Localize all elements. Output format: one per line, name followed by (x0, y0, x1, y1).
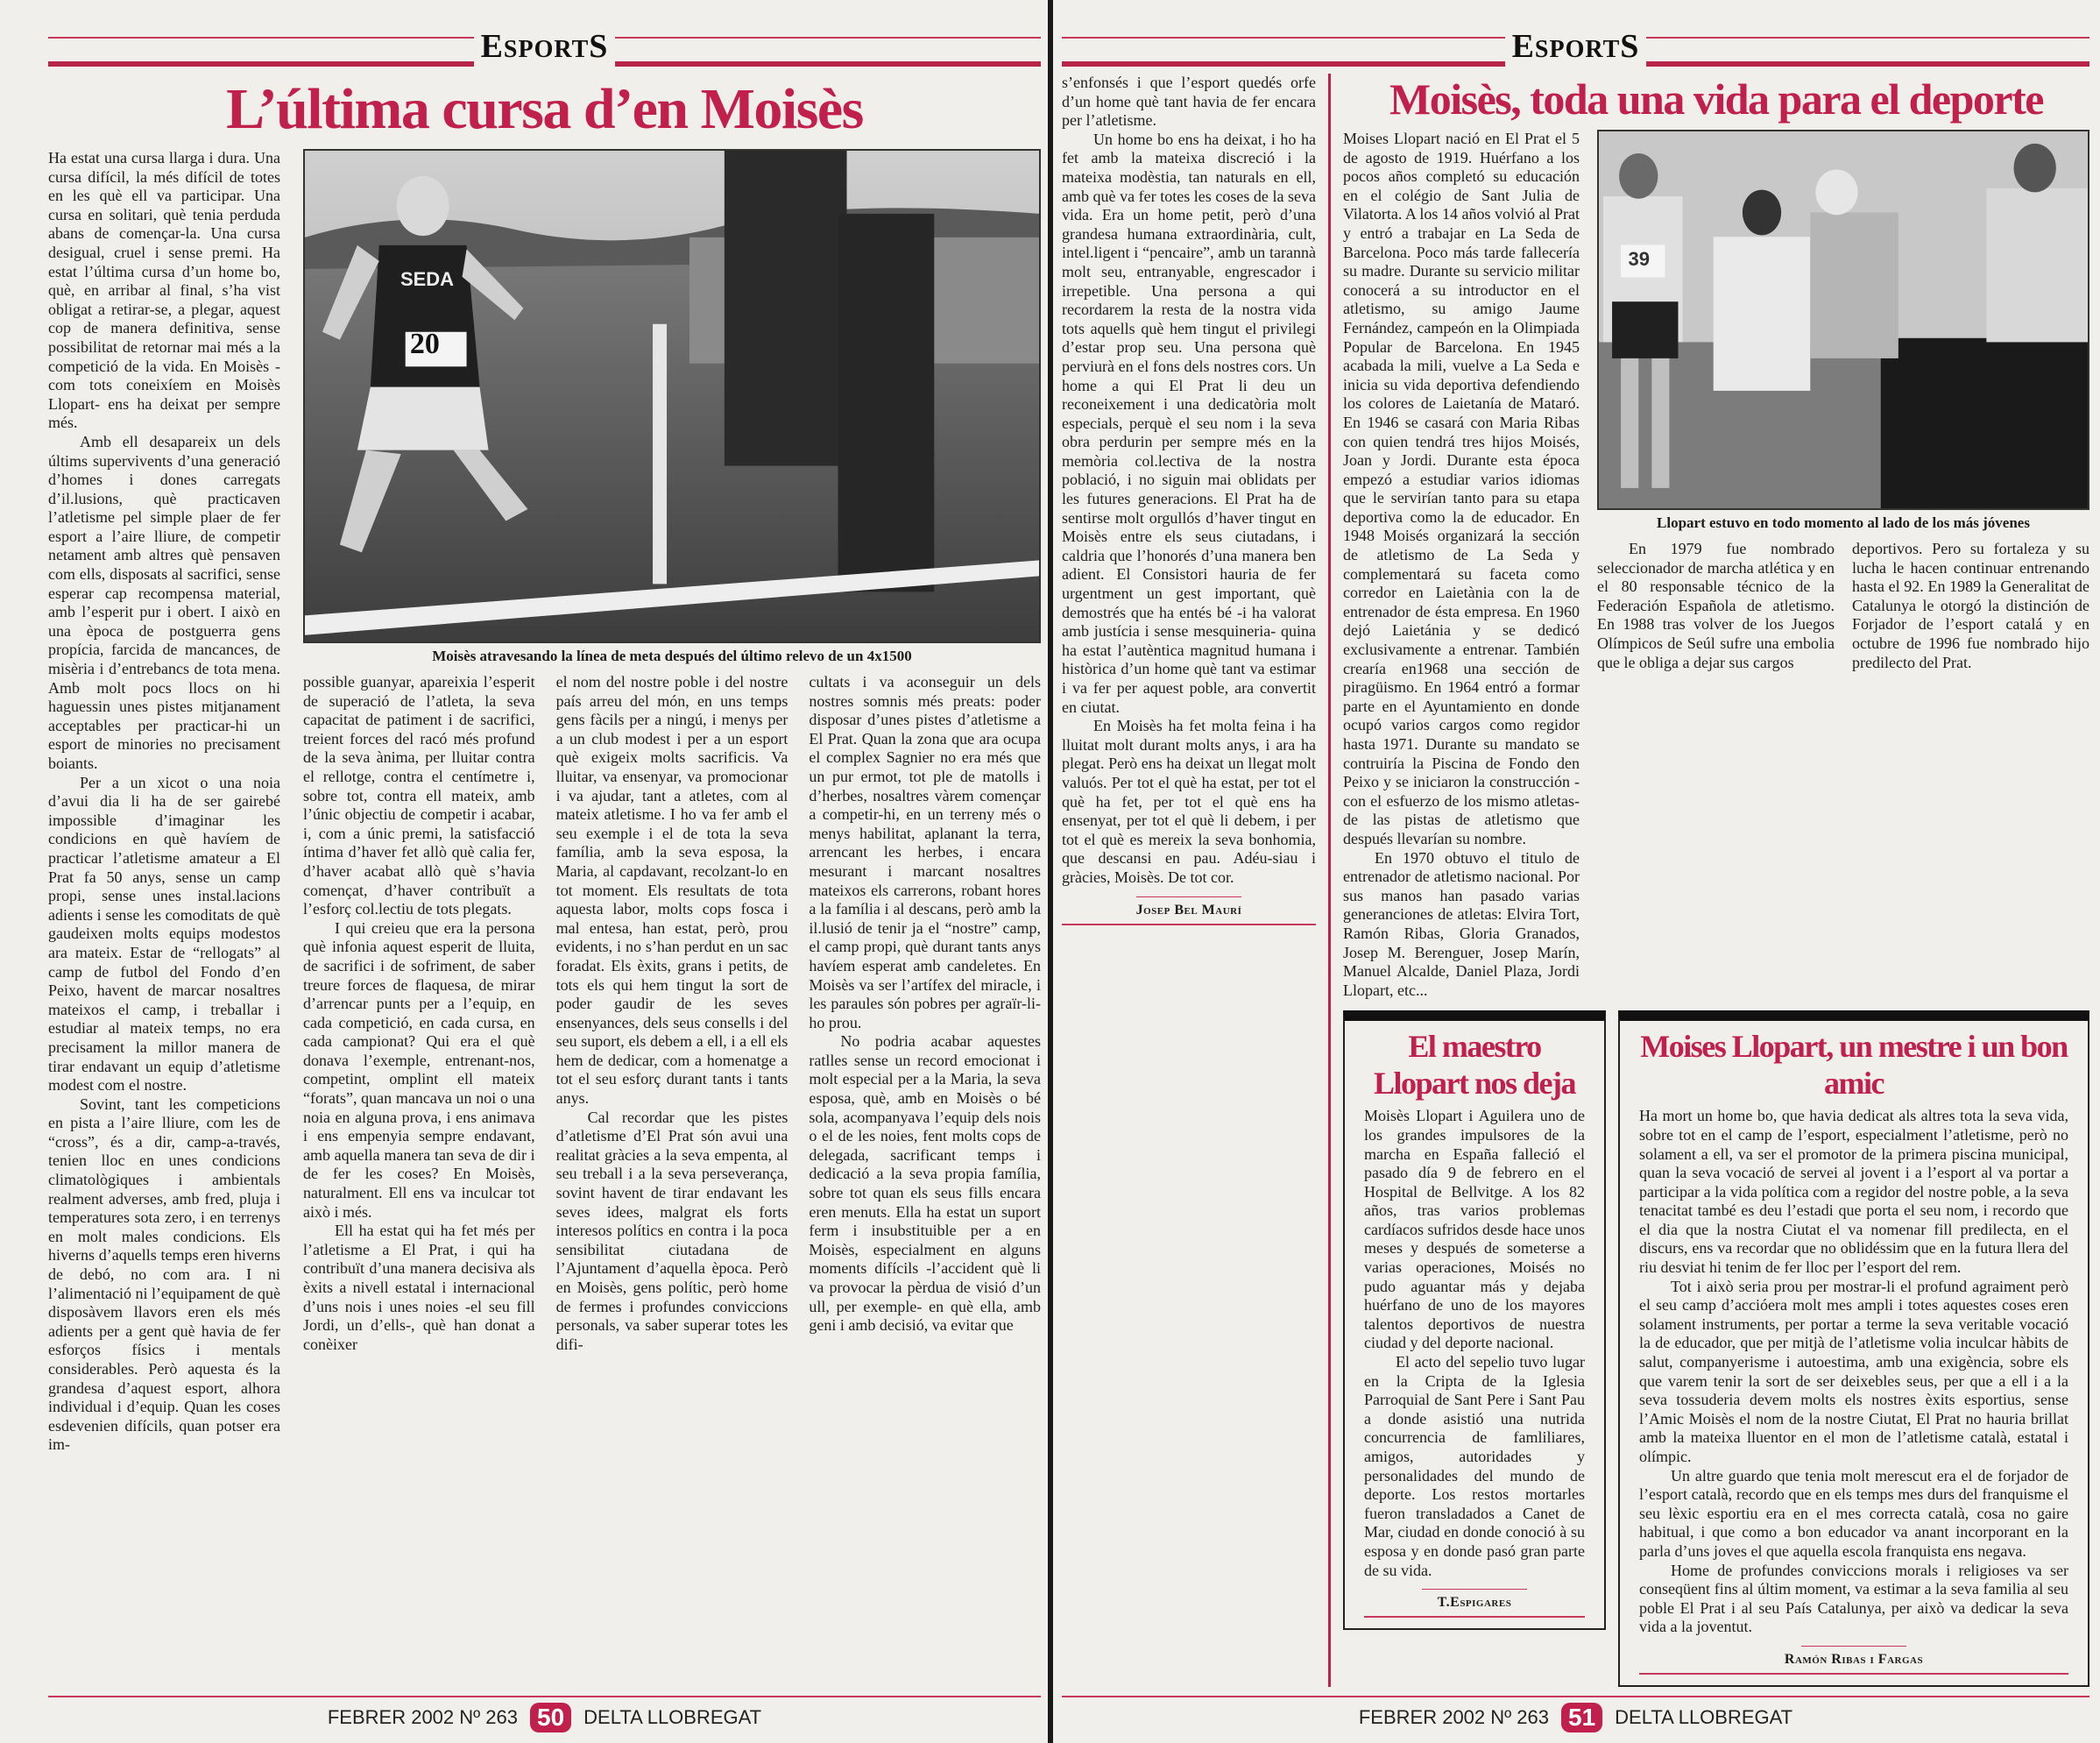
bio-lower-columns (1597, 540, 2089, 672)
runner-photo-image (305, 151, 1039, 641)
award-photo-caption: Llopart estuvo en todo momento al lado de los más jóvenes (1657, 514, 2030, 531)
section-title: ESPORTS (1505, 26, 1647, 70)
paragraph: En 1970 obtuvo el titulo de entrenador de atletismo nacional. Por sus manos han pasado varias generanciones de atletas: Elvira Tort, Ramón Ribas, Gloria Granados, Josep M. Berenguer, Josep Marín, Manuel Alcalde, Daniel Plaza, Jordi Llopart, etc... (1343, 848, 1580, 999)
footer-magazine: DELTA LLOBREGAT (583, 1705, 762, 1728)
page51-right (1343, 74, 2089, 1687)
bio-headline: Moisès, toda una vida para el deporte (1389, 74, 2043, 124)
page51-boxes (1343, 1010, 2089, 1687)
paragraph: Tot i això seria prou per mostrar-li el profund agraiment però el seu camp d’accióera molt mes ampli i totes aquestes coses eren solament instruments, per portar a terme la seva veritable vocació la de educador, que per mitjà de l’atletisme volia inculcar hàbits de salut, companyerisme i autoestima, amb una exigència, sobre els que varem tenir la sort de ser deixebles seus, per que a ell i a la seva tossuderia devem molts els nostres èxits esportius, sense l’Amic Moisès el nom de la nostre Ciutat, El Prat no hauria brillat amb la mateixa lluentor en el mon de l’atletisme català, estatal i olímpic. (1639, 1277, 2068, 1465)
article-column-2 (303, 673, 535, 1354)
page-50 (0, 0, 1048, 1743)
section-header (48, 26, 1041, 70)
byline-underline (1639, 1673, 2068, 1675)
maestro-headline: El maestro Llopart nos deja (1373, 1029, 1576, 1102)
maestro-text (1364, 1107, 1585, 1580)
paragraph: El acto del sepelio tuvo lugar en la Cripta de la Iglesia Parroquial de Sant Pere i Sant Pau a donde asistió una nutrida concurrencia de famliliares, amigos, autoridades y personalidades del mundo de deporte. Los restos mortarles fueron transladados a Canet de Mar, ciudad en donde conoció à su esposa y en donde pasó gran parte de su vida. (1364, 1353, 1585, 1579)
byline-espigares: T.Espigares (1437, 1595, 1512, 1611)
byline-ramon-ribas: Ramón Ribas i Fargas (1784, 1651, 1924, 1667)
paragraph: s’enfonsés i que l’esport quedés orfe d’un home què tant havia de fer encara per l’atletisme. (1062, 74, 1316, 130)
byline-rule (1801, 1646, 1906, 1647)
page51-footer (1062, 1687, 2089, 1732)
page-number-badge: 51 (1561, 1703, 1602, 1732)
page50-right (303, 149, 1041, 1455)
paragraph: Ell ha estat qui ha fet més per l’atletisme a El Prat, i qui ha contribuït d’una manera decisiva als èxits a nivell estatal i internacional d’uns nois i unes noies -el seu fill Jordi, un d’ells-, què han donat a conèixer (303, 1222, 535, 1353)
byline-block (1364, 1589, 1585, 1618)
paragraph: el nom del nostre poble i del nostre país arreu del món, en uns temps gens fàcils per a ningú, i menys per a un club modest i per a un esport què exigeix molts sacrificis. Va lluitar, va ensenyar, va promocionar i va ajudar, tant a atletes, com al mateix atletisme. I ho va fer amb el seu exemple i el de tota la seva família, amb la seva esposa, la Maria, al capdavant, recolzant-lo en tot moment. Els resultats de tota aquesta labor, molts cops fosca i mal entesa, han estat, però, prou evidents, i no s’han perdut en un sac foradat. Els èxits, grans i petits, de tots els qui hem tingut la sort de poder gaudir de les seves ensenyances, dels seus consells i del seu suport, els debem a ell, i a ell els hem de dedicar, com a homenatge a tot el seu esforç durant tants i tants anys. (555, 673, 788, 1108)
page-number-badge: 50 (530, 1703, 571, 1732)
mestre-headline: Moises Llopart, un mestre i un bon amic (1640, 1029, 2068, 1102)
bio-column-2 (1597, 540, 1835, 672)
paragraph: Per a un xicot o una noia d’avui dia li ha de ser gairebé impossible d’imaginar les condicions en què havíem de practicar l’atletisme amateur a El Prat fa 50 anys, sense un camp propi, sense unes instal.lacions adients i sense les comoditats de què gaudeixen molts equips modestos ara mateix. Estar de “rellogats” al camp de futbol del Fondo d’en Peixo, havent de marcar nosaltres mateixos el camp, i treballar i estudiar al mateix temps, no era precisament la millor manera de tirar endavant un equip d’atletisme modest com el nostre. (48, 773, 280, 1095)
continuation-text (1062, 74, 1316, 888)
page51-body (1062, 74, 2089, 1687)
page50-footer (48, 1687, 1041, 1732)
paragraph: Cal recordar que les pistes d’atletisme d’El Prat són avui una realitat gràcies a la seva empenta, al seu treball i a la seva perseverança, sovint havent de tirar endavant les seves idees, malgrat els forts interesos polítics en contra i la poca sensibilitat ciutadana de l’Ajuntament d’aquella època. Però en Moisès, gens polític, però home de fermes i profundes conviccions personals, va saber superar totes les difi- (555, 1108, 788, 1353)
paragraph: Amb ell desapareix un dels últims supervivents d’una generació d’homes i dones carregats d’il.lusions, què practicaven l’atletisme pel simple plaer de fer esport a l’aire lliure, de competir netament amb altres què pensaven com ells, disposats al sacrifici, sense esperar cap recompensa material, amb l’esperit pur i obert. I això en una època de postguerra gens propícia, farcida de mancances, de misèria i d’entrebancs de tota mena. Amb molt pocs llocs on hi haguessin unes pistes mitjanament acceptables per practicar-hi un esport de minories no precisament boiants. (48, 432, 280, 772)
paragraph: Home de profundes conviccions morals i religioses va ser conseqüent fins al últim moment, va estimar a la seva familia al seu poble El Prat i al seu País Catalunya, per això va dedicar la seva vida a la joventut. (1639, 1561, 2068, 1636)
paragraph: deportivos. Pero su fortaleza y su lucha le hacen continuar entrenando hasta el 92. En 1989 la Generalitat de Catalunya le otorgó la distinción de Forjador de l’esport catalá y en octubre de 1996 fue nombrado hijo predilecto del Prat. (1852, 540, 2089, 671)
section-header (1062, 26, 2089, 70)
maestro-box (1343, 1010, 1606, 1630)
bio-photo-area (1597, 130, 2089, 1000)
paragraph: En Moisès ha fet molta feina i ha lluitat molt durant molts anys, i ara ha plegat. Però ens ha deixat un llegat molt valuós. Per tot el què ha estat, per tot el què ha fet, per tot el què ens ha ensenyat, per tot el què li debem, i per tot el què es mereix la seva bonhomia, que descansi en pau. Adéu-siau i gràcies, Moisès. De tot cor. (1062, 717, 1316, 886)
footer-rule (48, 1696, 1041, 1697)
bio-column-3 (1852, 540, 2089, 672)
runner-bib-number: 20 (409, 327, 440, 360)
byline-josep-bel: Josep Bel Maurí (1135, 902, 1242, 918)
page50-body (48, 149, 1041, 1455)
photo-caption: Moisès atravesando la línea de meta después del último relevo de un 4x1500 (432, 648, 912, 664)
footer-row (48, 1703, 1041, 1732)
paragraph: Ha estat una cursa llarga i dura. Una cursa difícil, la més difícil de totes en les què ell va participar. Una cursa en solitari, què tenia perduda abans de començar-la. Una cursa desigual, cruel i sense premi. Ha estat l’última cursa d’un home bo, què, en arribar al final, s’ha vist obligat a retirar-se, a plegar, aquest cop de manera definitiva, sense possibilitat de retornar mai més a la competició de la vida. En Moisès -com tots coneixíem en Moisès Llopart- ens ha deixat per sempre més. (48, 149, 280, 432)
mestre-text (1639, 1107, 2068, 1637)
award-photo (1597, 130, 2089, 510)
byline-rule (1136, 896, 1241, 897)
continuation-column (1062, 74, 1331, 1687)
byline-block (1639, 1646, 2068, 1675)
article-column-1 (48, 149, 280, 1455)
section-title: ESPORTS (474, 26, 616, 70)
article-column-3 (556, 673, 788, 1354)
paragraph: En 1979 fue nombrado seleccionador de marcha atlética y en el 80 responsable técnico de la Federación Española de atletismo. En 1988 tras volver de los Juegos Olímpicos de Seúl sufre una embolia que le obliga a dejar sus cargos (1597, 540, 1835, 671)
footer-issue: FEBRER 2002 Nº 263 (1358, 1705, 1550, 1728)
footer-issue: FEBRER 2002 Nº 263 (327, 1705, 519, 1728)
paragraph: Un home bo ens ha deixat, i ho ha fet amb la mateixa discreció i la mateixa modèstia, tan naturals en ell, amb què va fer totes les coses de la seva vida. Era un home petit, però d’una grandesa humana extraordinària, cult, intel.ligent i “pencaire”, amb un tarannà molt seu, entranyable, engrescador i irrepetible. Una persona a qui recordarem la resta de la nostra vida tots aquells què hem tingut el privilegi d’estar prop seu. Una persona què perviurà en el fons dels nostres cors. Un home a qui El Prat li deu un reconeixement i una dedicatòria molt especials, perquè el seu nom i la seva obra perdurin per sempre més en la memòria col.lectiva de la nostra població, i no siguin mai oblidats per les futures generacions. El Prat ha de sentirse molt orgullós d’haver tingut en Moisès entre els seus ciutadans, i caldria que l’honorés d’una manera ben adient. El Consistori hauria de fer urgentment un gest important, què demostrés que ha entés bé -i ha valorat amb justícia i sense mesquineria- quina ha estat l’autèntica magnitud humana i històrica d’un home què tant va estimar i va fer per aquest poble, ara convertit en ciutat. (1062, 130, 1316, 716)
bio-top (1343, 130, 2089, 1000)
byline-underline (1364, 1616, 1585, 1618)
byline-underline (1062, 924, 1316, 925)
page50-headline: L’última cursa d’en Moisès (226, 77, 863, 141)
bio-column-1 (1343, 130, 1580, 1000)
paragraph: cultats i va aconseguir un dels nostres somnis més preats: poder disposar d’unes pistes d’atletisme a El Prat. Quan la zona que ara ocupa el complex Sagnier no era més que un pur ermot, tot ple de matolls i d’herbes, nosaltres vàrem començar a competir-hi, en un terreny més o menys habilitat, aplanant la terra, arrencant les herbes, i encara mesurant i marcant nosaltres mateixos els carrerons, robant hores a la família i al descans, però amb la il.lusió de tenir ja el “nostre” camp, el camp propi, què durant tants anys havíem esperat amb candeletes. En Moisès va ser l’artífex del miracle, i les paraules són pobres per agraïr-li-ho prou. (809, 673, 1042, 1031)
byline-block (1062, 896, 1316, 925)
paragraph: Ha mort un home bo, que havia dedicat als altres tota la seva vida, sobre tot en el camp de l’esport, especialment l’atletisme, però no solament a ell, va ser el promotor de la primera piscina municipal, quan la seva vocació de servei al jovent i a l’esport al va portar a participar a la vida política com a regidor del nostre poble, a la seva tenacitat també es deu l’estadi que porta el seu nom, i recordo que el dia que la nostra Ciutat el va nomenar fill predilecta, en el discurs, ens va recordar que no oblidéssim que en la futura llera del riu desviat hi tenim de fer lloc per l’esport del rem. (1639, 1107, 2068, 1277)
footer-row (1062, 1703, 2089, 1732)
paragraph: Sovint, tant les competicions en pista a l’aire lliure, com les de “cross”, és a dir, camp-a-través, tenien lloc en unes condicions climatològiques i ambientals realment adverses, amb fred, pluja i temperatures sota zero, i en terrenys en molt males condicions. Els hiverns d’aquells temps eren hiverns de debó, no com ara. I ni l’alimentació ni l’equipament de què disposàvem llavors eren els més adients per a gent què havia de fer esforços físics i mentals considerables. Però aquesta és la grandesa d’aquest esport, alhora individual i d’equip. Quan les coses esdevenien difícils, quan potser era im- (48, 1095, 280, 1454)
mestre-box (1618, 1010, 2089, 1687)
page50-lower-columns (303, 673, 1041, 1354)
paragraph: Un altre guardo que tenia molt merescut era el de forjador de l’esport català, recordo que en els temps mes durs del franquisme el seu lèxic esportiu era en el mes correcta català, cosa no gaire habitual, i que como a bon educador va anant incorporant en la parla d’uns joves el que aquella escola franquista ens negava. (1639, 1466, 2068, 1560)
athlete-bib-number: 39 (1628, 248, 1650, 271)
paragraph: Moises Llopart nació en El Prat el 5 de agosto de 1919. Huérfano a los pocos años completó su educación en el colégio de Sant Julia de Vilatorta. A los 14 años volvió al Prat y entró a trabajar en La Seda de Barcelona. Poco más tarde fallecería su madre. Durante su servicio militar conocerá a su introductor en el atletismo, su amigo Jaume Fernández, campeón en la Olimpiada Popular de Barcelona. En 1945 acabada la mili, vuelve a La Seda e inicia su vida deportiva defendiendo los colores de Laietanía de Mataró. En 1946 se casará con Maria Ribas con quien tendrá tres hijos Moisés, Joan y Jordi. Durante esta época empezó a estudiar varios idiomas que le servirían tanto para su etapa deportiva como la de educador. En 1948 Moisés organizará la sección de atletismo de La Seda y complementará su faceta como corredor en Laietània con la de entrenador de ésta empresa. En 1960 dejó Laietánia y se dedicó exclusivamente a entrenar. También crearía en1968 una sección de piragüismo. En 1964 entró a formar parte en el Ayuntamiento en donde ocupó varios cargos como regidor hasta 1971. Durante su mandato se contruiría la Piscina de Fondo den Peixo y se iniciaron la construcción -con el esfuerzo de los mismo atletas- de las pistas de atletismo que después llevarían su nombre. (1343, 130, 1580, 847)
award-photo-image (1599, 131, 2088, 508)
paragraph: Moisès Llopart i Aguilera uno de los grandes impulsores de la marcha en España falleció el pasado día 9 de febrero en el Hospital de Bellvitge. A los 82 años, tras varios problemas cardíacos sufridos desde hace unos meses y después de someterse a varias operaciones, Moisés no pudo aguantar más y dejaba huérfano de uno de los mayores talentos deportivos de nuestra ciudad y del deporte nacional. (1364, 1107, 1585, 1352)
byline-rule (1422, 1589, 1527, 1590)
paragraph: possible guanyar, apareixia l’esperit de superació de l’atleta, la seva capacitat de patiment i de sacrifici, treient forces del racó més profund de la seva ànima, per lluitar contra el rellotge, contra el centímetre i, sobre tot, contra ell mateix, amb l’únic objectiu de competir i acabar, i, com a únic premi, la satisfacció íntima d’haver fet allò què calia fer, d’haver acabat allò què s’havia començat, d’haver contribuït a l’esforç col.lectiu de tots plegats. (303, 673, 535, 918)
paragraph: No podria acabar aquestes ratlles sense un record emocionat i molt especial per a la Maria, la seva esposa, què, amb en Moisès o bé sola, acompanyava l’equip dels nois o el de les noies, fent molts cops de delegada, sacrificant temps i dedicació a la seva propia família, sobre tot quan els seus fills encara eren menuts. Ella ha estat un suport ferm i insubstituible per a en Moisès, especialment en alguns moments difícils -l’accident què li va provocar la pèrdua de visió d’un ull, per exemple- en què ella, amb geni i amb decisió, va evitar que (809, 1032, 1042, 1335)
footer-rule (1062, 1696, 2089, 1697)
paragraph: I qui creieu que era la persona què infonia aquest esperit de lluita, de sacrifici i de sofriment, de saber treure forces de flaquesa, de mirar d’arrencar punts per a l’equip, en cada competició, en cada cursa, en cada campionat? Qui era el què donava l’exemple, entrenant-nos, competint, omplint ell mateix “forats”, quan mancava un noi o una noia en alguna prova, i ens animava i ens empenyia sempre endavant, amb aquella manera tan seva de dir i de fer les coses? En Moisès, naturalment. Ell ens va inculcar tot això i més. (303, 918, 535, 1221)
page-51 (1053, 0, 2100, 1743)
runner-photo (303, 149, 1041, 643)
footer-magazine: DELTA LLOBREGAT (1615, 1705, 1793, 1728)
shirt-text: SEDA (399, 268, 455, 291)
article-column-4 (809, 673, 1041, 1354)
